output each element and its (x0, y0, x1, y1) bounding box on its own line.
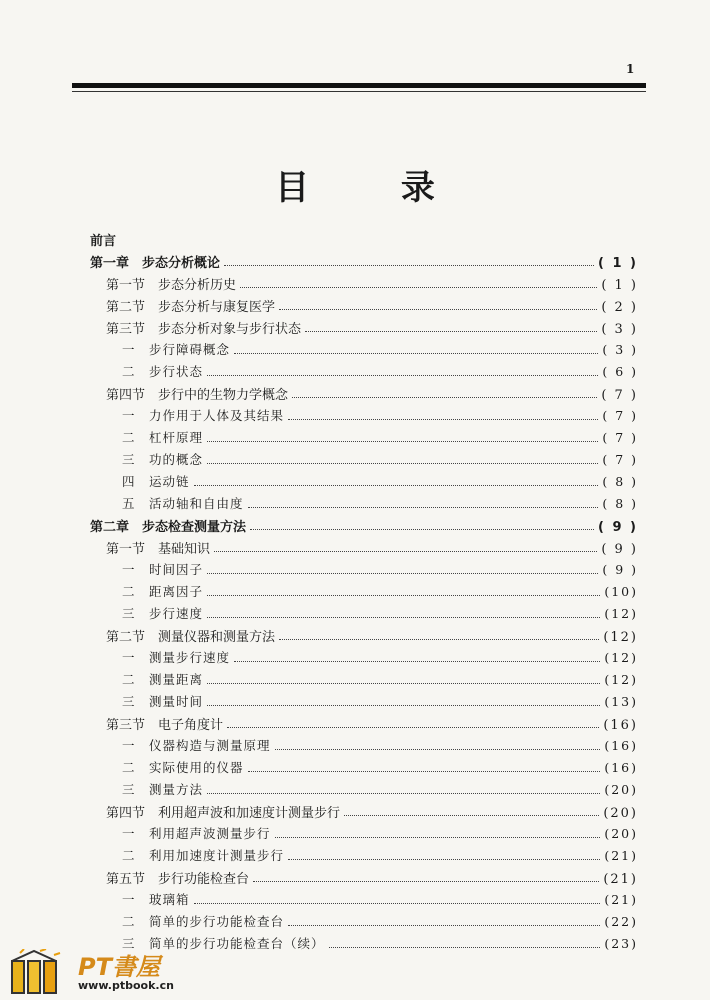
toc-entry-label: 五 活动轴和自由度 (122, 496, 244, 511)
watermark-logo (6, 945, 206, 997)
toc-entry-page: (12) (604, 606, 638, 621)
toc-leader-dots (194, 903, 601, 904)
toc-leader-dots (207, 573, 598, 574)
toc-leader-dots (288, 419, 598, 420)
toc-entry-page: ( 8 ) (602, 474, 638, 489)
toc-leader-dots (305, 331, 597, 332)
toc-entry-label: 一 步行障碍概念 (122, 342, 231, 357)
toc-leader-dots (279, 309, 597, 310)
toc-leader-dots (224, 265, 594, 266)
toc-entry-label: 三 步行速度 (122, 606, 204, 621)
toc-entry (90, 626, 638, 648)
toc-entry-page: ( 9 ) (598, 520, 638, 535)
toc-entry (90, 384, 638, 406)
toc-entry-label: 一 力作用于人体及其结果 (122, 408, 285, 423)
toc-entry-label: 二 距离因子 (122, 584, 204, 599)
header-rule-thick (72, 83, 646, 88)
toc-entry-page: ( 7 ) (602, 408, 638, 423)
toc-entry-label: 一 玻璃箱 (122, 892, 190, 907)
toc-entry-label: 一 时间因子 (122, 562, 204, 577)
toc-leader-dots (248, 507, 599, 508)
toc-entry-page: (12) (604, 672, 638, 687)
toc-entry (90, 560, 638, 582)
toc-entry (90, 582, 638, 604)
toc-entry-page: ( 7 ) (602, 452, 638, 467)
toc-entry (90, 252, 638, 274)
toc-entry-page: ( 6 ) (602, 364, 638, 379)
toc-leader-dots (207, 617, 600, 618)
toc-entry (90, 802, 638, 824)
toc-entry-page: ( 8 ) (602, 496, 638, 511)
logo-url: www.ptbook.cn (78, 979, 174, 992)
toc-entry-label: 三 简单的步行功能检查台（续） (122, 936, 325, 951)
toc-leader-dots (194, 485, 599, 486)
toc-entry-label: 第四节 利用超声波和加速度计测量步行 (106, 806, 341, 821)
book-icon (10, 949, 70, 995)
toc-leader-dots (214, 551, 597, 552)
toc-entry-page: (21) (603, 872, 638, 887)
toc-entry-label: 第一节 步态分析历史 (106, 278, 237, 293)
toc-entry (90, 890, 638, 912)
toc-leader-dots (207, 595, 600, 596)
toc-entry-page: (20) (604, 826, 638, 841)
toc-leader-dots (275, 837, 601, 838)
toc-entry (90, 736, 638, 758)
logo-text: PT書屋 (78, 953, 160, 981)
toc-leader-dots (234, 353, 598, 354)
toc-entry-page: (13) (604, 694, 638, 709)
toc-entry (90, 780, 638, 802)
toc-leader-dots (248, 771, 601, 772)
toc-entry (90, 230, 638, 252)
toc-leader-dots (207, 793, 600, 794)
toc-entry-label: 四 运动链 (122, 474, 190, 489)
toc-entry-page: ( 2 ) (601, 300, 638, 315)
toc-entry-page: (12) (604, 650, 638, 665)
toc-entry-label: 第五节 步行功能检查台 (106, 872, 250, 887)
toc-entry-page: (23) (604, 936, 638, 951)
toc-entry (90, 648, 638, 670)
toc-entry (90, 494, 638, 516)
toc-leader-dots (207, 463, 598, 464)
toc-entry-page: ( 7 ) (601, 388, 638, 403)
toc-entry-label: 第二章 步态检查测量方法 (90, 520, 247, 535)
toc-leader-dots (207, 705, 600, 706)
toc-leader-dots (250, 529, 594, 530)
toc-entry-label: 第三节 步态分析对象与步行状态 (106, 322, 302, 337)
toc-entry (90, 846, 638, 868)
toc-entry-label: 二 测量距离 (122, 672, 204, 687)
toc-entry-label: 一 测量步行速度 (122, 650, 231, 665)
toc-leader-dots (207, 441, 598, 442)
toc-entry-label: 三 测量方法 (122, 782, 204, 797)
toc-entry (90, 428, 638, 450)
toc-entry (90, 692, 638, 714)
toc-entry-page: (16) (604, 738, 638, 753)
toc-entry-label: 三 功的概念 (122, 452, 204, 467)
toc-leader-dots (234, 661, 600, 662)
toc-entry-page: ( 9 ) (601, 542, 638, 557)
toc-entry-page: (10) (604, 584, 638, 599)
toc-entry-page: ( 1 ) (598, 256, 638, 271)
toc-leader-dots (253, 881, 599, 882)
toc-entry-label: 二 杠杆原理 (122, 430, 204, 445)
toc-leader-dots (288, 925, 600, 926)
toc-entry (90, 450, 638, 472)
toc-entry-label: 一 利用超声波测量步行 (122, 826, 271, 841)
toc-entry-label: 三 测量时间 (122, 694, 204, 709)
header-rule-thin (72, 91, 646, 92)
toc-entry-label: 一 仪器构造与测量原理 (122, 738, 271, 753)
toc-entry (90, 714, 638, 736)
toc-leader-dots (344, 815, 599, 816)
toc-entry-page: ( 3 ) (602, 342, 638, 357)
toc-entry-page: (21) (604, 848, 638, 863)
toc-entry-label: 二 简单的步行功能检查台 (122, 914, 285, 929)
toc-entry-page: (20) (603, 806, 638, 821)
toc-entry (90, 868, 638, 890)
toc-entry (90, 758, 638, 780)
toc-entry-label: 第一章 步态分析概论 (90, 256, 221, 271)
toc-leader-dots (292, 397, 597, 398)
toc-entry (90, 538, 638, 560)
toc-entry-page: (16) (604, 760, 638, 775)
toc-entry-page: (16) (603, 718, 638, 733)
table-of-contents (90, 230, 638, 956)
toc-entry-label: 二 实际使用的仪器 (122, 760, 244, 775)
toc-leader-dots (288, 859, 600, 860)
toc-entry (90, 296, 638, 318)
toc-entry-label: 第二节 步态分析与康复医学 (106, 300, 276, 315)
toc-entry (90, 340, 638, 362)
toc-leader-dots (275, 749, 601, 750)
toc-entry-page: (22) (604, 914, 638, 929)
toc-entry-label: 二 步行状态 (122, 364, 204, 379)
toc-entry (90, 824, 638, 846)
toc-leader-dots (207, 375, 598, 376)
toc-entry (90, 670, 638, 692)
toc-entry-label: 第一节 基础知识 (106, 542, 211, 557)
page-number: 1 (626, 62, 635, 76)
toc-entry (90, 472, 638, 494)
toc-entry (90, 604, 638, 626)
toc-leader-dots (227, 727, 599, 728)
toc-entry (90, 516, 638, 538)
toc-entry-label: 第二节 测量仪器和测量方法 (106, 630, 276, 645)
toc-entry-label: 二 利用加速度计测量步行 (122, 848, 285, 863)
toc-entry-page: (21) (604, 892, 638, 907)
toc-entry-page: ( 3 ) (601, 322, 638, 337)
toc-entry-page: ( 7 ) (602, 430, 638, 445)
toc-leader-dots (279, 639, 599, 640)
toc-entry (90, 912, 638, 934)
page-title: 目 录 (275, 168, 475, 208)
toc-leader-dots (207, 683, 600, 684)
toc-leader-dots (240, 287, 597, 288)
toc-entry-page: (20) (604, 782, 638, 797)
toc-entry-page: ( 1 ) (601, 278, 638, 293)
toc-entry-page: ( 9 ) (602, 562, 638, 577)
toc-entry-page: (12) (603, 630, 638, 645)
toc-entry-label: 前言 (90, 234, 117, 249)
toc-leader-dots (329, 947, 601, 948)
toc-entry-label: 第四节 步行中的生物力学概念 (106, 388, 289, 403)
toc-entry-label: 第三节 电子角度计 (106, 718, 224, 733)
toc-entry (90, 318, 638, 340)
toc-entry (90, 406, 638, 428)
toc-entry (90, 274, 638, 296)
toc-entry (90, 362, 638, 384)
